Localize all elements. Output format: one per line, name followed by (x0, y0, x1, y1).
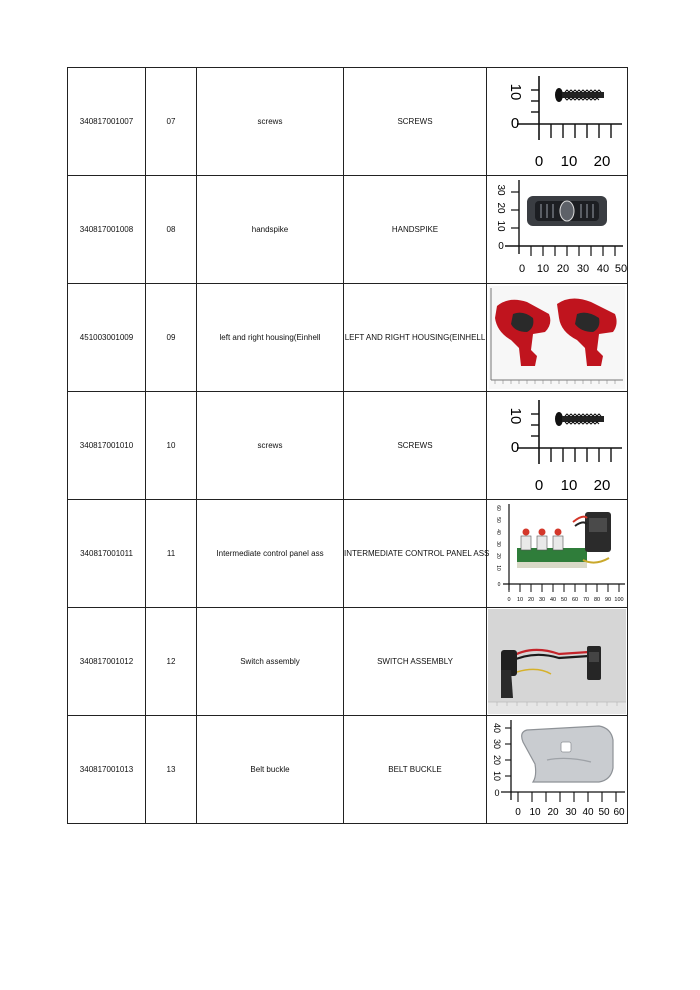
scale-label: 30 (565, 807, 577, 818)
belt-buckle-icon (522, 726, 613, 782)
scale-label: 60 (613, 807, 625, 818)
part-code: 340817001008 (68, 176, 146, 284)
scale-label: 20 (593, 477, 611, 494)
scale-label: 60 (571, 597, 579, 603)
part-code: 340817001013 (68, 716, 146, 824)
part-image-cell (487, 500, 628, 608)
screw-photo (487, 392, 627, 499)
screw-icon (555, 412, 604, 426)
part-number: 11 (146, 500, 197, 608)
part-description-upper: SCREWS (344, 68, 487, 176)
table-row (68, 392, 628, 500)
scale-label: 0 (515, 807, 521, 818)
scale-label: 50 (560, 597, 568, 603)
part-image-cell (487, 716, 628, 824)
part-description-upper: SCREWS (344, 392, 487, 500)
part-number: 07 (146, 68, 197, 176)
part-code: 340817001010 (68, 392, 146, 500)
scale-label: 30 (492, 738, 502, 750)
scale-label: 30 (495, 184, 506, 196)
scale-label: 10 (495, 565, 501, 571)
scale-label: 10 (536, 263, 550, 275)
part-code: 451003001009 (68, 284, 146, 392)
scale-label: 20 (527, 597, 535, 603)
scale-label: 20 (495, 553, 501, 559)
scale-label: 60 (495, 505, 501, 511)
scale-label: 10 (492, 770, 502, 782)
part-code: 340817001007 (68, 68, 146, 176)
part-description: Switch assembly (197, 608, 344, 716)
part-description: Intermediate control panel ass (197, 500, 344, 608)
part-image-cell (487, 176, 628, 284)
scale-label: 100 (614, 597, 624, 603)
scale-label: 20 (593, 153, 611, 170)
scale-label: 50 (495, 517, 501, 523)
scale-label: 40 (495, 529, 501, 535)
scale-label: 50 (614, 263, 627, 275)
housing-photo (487, 284, 627, 391)
part-description: Belt buckle (197, 716, 344, 824)
scale-label: 30 (576, 263, 590, 275)
part-number: 09 (146, 284, 197, 392)
belt-buckle-photo (487, 716, 627, 823)
part-image-cell (487, 608, 628, 716)
scale-label: 20 (556, 263, 570, 275)
part-description-upper: SWITCH ASSEMBLY (344, 608, 487, 716)
table-row (68, 716, 628, 824)
scale-label: 0 (497, 582, 501, 588)
part-number: 08 (146, 176, 197, 284)
table-row (68, 500, 628, 608)
part-image-cell (487, 392, 628, 500)
scale-label: 0 (507, 597, 511, 603)
part-code: 340817001011 (68, 500, 146, 608)
handspike-photo (487, 176, 627, 283)
part-description: screws (197, 392, 344, 500)
part-description: screws (197, 68, 344, 176)
scale-label: 0 (534, 153, 544, 170)
scale-label: 30 (495, 541, 501, 547)
scale-label: 40 (582, 807, 594, 818)
scale-label: 10 (495, 220, 506, 232)
part-number: 12 (146, 608, 197, 716)
scale-label: 10 (529, 807, 541, 818)
scale-label: 10 (560, 477, 578, 494)
table-row (68, 176, 628, 284)
part-description-upper: BELT BUCKLE (344, 716, 487, 824)
screw-photo (487, 68, 627, 175)
scale-label: 20 (495, 202, 506, 214)
switch-photo (487, 608, 627, 715)
part-number: 13 (146, 716, 197, 824)
handspike-icon (527, 196, 607, 226)
scale-label: 20 (547, 807, 559, 818)
part-number: 10 (146, 392, 197, 500)
scale-label: 0 (498, 241, 504, 252)
scale-label: 40 (492, 722, 502, 734)
parts-table (67, 67, 628, 824)
scale-label: 40 (549, 597, 557, 603)
table-row (68, 68, 628, 176)
scale-label: 10 (507, 407, 524, 425)
scale-label: 30 (538, 597, 546, 603)
part-image-cell (487, 284, 628, 392)
part-description-upper: LEFT AND RIGHT HOUSING(EINHELL (344, 284, 487, 392)
scale-label: 20 (492, 754, 502, 766)
scale-label: 0 (494, 788, 500, 798)
scale-label: 10 (560, 153, 578, 170)
part-description-upper: HANDSPIKE (344, 176, 487, 284)
scale-label: 0 (510, 115, 520, 132)
scale-label: 10 (507, 83, 524, 101)
screw-icon (555, 88, 604, 102)
scale-label: 80 (593, 597, 601, 603)
part-image-cell (487, 68, 628, 176)
scale-label: 0 (518, 263, 526, 275)
part-description-upper: INTERMEDIATE CONTROL PANEL ASS (344, 500, 487, 608)
table-row (68, 284, 628, 392)
part-code: 340817001012 (68, 608, 146, 716)
scale-label: 0 (510, 439, 520, 456)
scale-label: 0 (534, 477, 544, 494)
part-description: left and right housing(Einhell (197, 284, 344, 392)
part-description: handspike (197, 176, 344, 284)
scale-label: 90 (604, 597, 612, 603)
scale-label: 40 (596, 263, 610, 275)
scale-label: 50 (598, 807, 610, 818)
scale-label: 10 (516, 597, 524, 603)
table-row (68, 608, 628, 716)
circuit-board-icon (517, 512, 611, 568)
control-panel-photo (487, 500, 627, 607)
scale-label: 70 (582, 597, 590, 603)
